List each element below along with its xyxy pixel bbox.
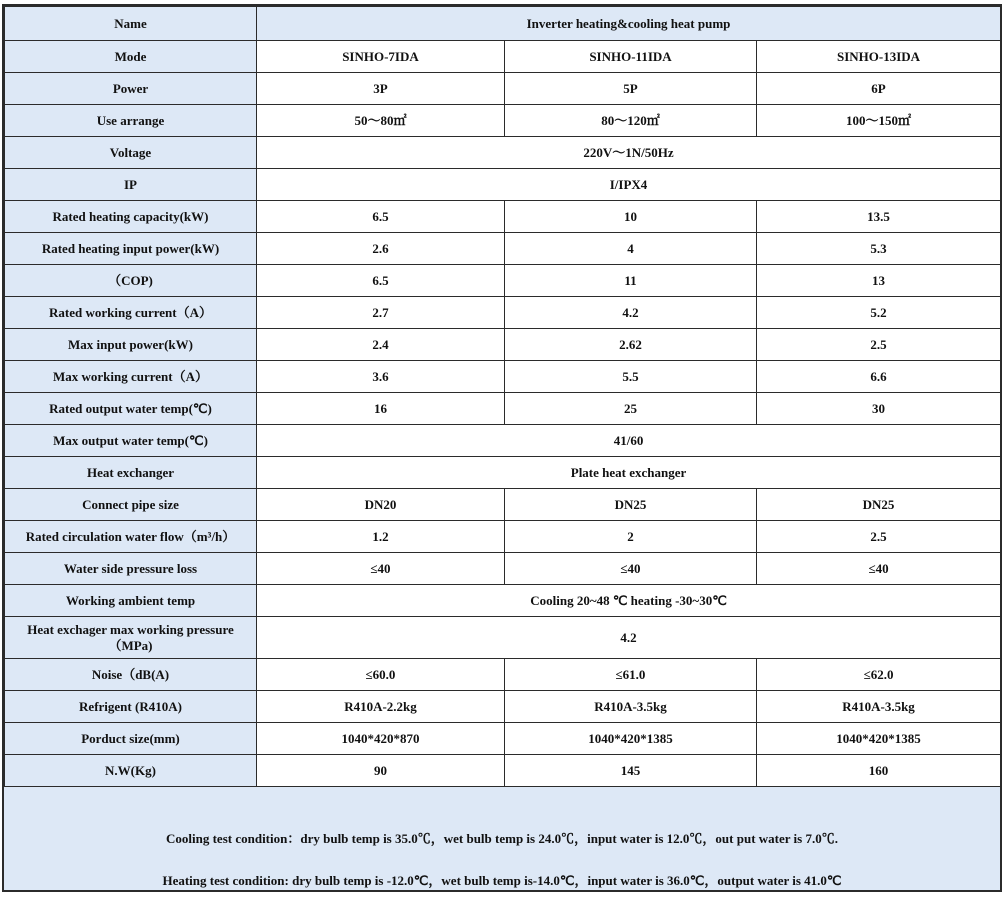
table-cell: 5P (505, 73, 757, 105)
table-cell: 11 (505, 265, 757, 297)
table-cell: 2 (505, 521, 757, 553)
table-row (5, 457, 1001, 489)
spec-table (4, 6, 1001, 787)
row-label-text: Porduct size(mm) (81, 730, 180, 746)
table-row (5, 41, 1001, 73)
table-cell: 2.5 (757, 521, 1001, 553)
row-label-text: Refrigent (R410A) (79, 698, 182, 714)
table-cell: ≤60.0 (257, 659, 505, 691)
row-label-unit: （MPa) (108, 637, 153, 653)
row-label (5, 41, 257, 73)
table-cell: 4.2 (505, 297, 757, 329)
table-cell: ≤40 (505, 553, 757, 585)
table-row (5, 723, 1001, 755)
row-label-text: （COP) (108, 272, 153, 288)
table-cell: 3.6 (257, 361, 505, 393)
table-cell-merged: Plate heat exchanger (257, 457, 1001, 489)
table-cell: SINHO-11IDA (505, 41, 757, 73)
table-row (5, 169, 1001, 201)
table-row (5, 201, 1001, 233)
row-label (5, 489, 257, 521)
table-cell: 2.6 (257, 233, 505, 265)
table-cell: R410A-3.5kg (505, 691, 757, 723)
table-row (5, 233, 1001, 265)
table-cell-merged: 4.2 (257, 617, 1001, 659)
table-cell: 1040*420*1385 (757, 723, 1001, 755)
table-cell: R410A-3.5kg (757, 691, 1001, 723)
table-row (5, 361, 1001, 393)
cooling-test-condition: Cooling test condition：dry bulb temp is 35.0℃，wet bulb temp is 24.0℃，input water is 12.0℃，out put water is 7.0℃. (166, 831, 838, 846)
table-cell: 6.6 (757, 361, 1001, 393)
table-cell: ≤40 (257, 553, 505, 585)
table-row (5, 617, 1001, 659)
table-cell: 1.2 (257, 521, 505, 553)
table-cell: 6.5 (257, 201, 505, 233)
row-label: Name (5, 7, 257, 41)
spec-sheet (2, 4, 1002, 892)
header-value: Inverter heating&cooling heat pump (257, 7, 1001, 41)
table-cell-merged: I/IPX4 (257, 169, 1001, 201)
heating-test-condition: Heating test condition: dry bulb temp is -12.0℃，wet bulb temp is-14.0℃，input water is 36.0℃，output water is 41.0℃ (162, 873, 842, 888)
table-row (5, 297, 1001, 329)
test-conditions (4, 809, 1000, 890)
row-label (5, 361, 257, 393)
table-row (5, 691, 1001, 723)
row-label (5, 105, 257, 137)
table-cell: 145 (505, 755, 757, 787)
table-row (5, 585, 1001, 617)
table-cell: 6P (757, 73, 1001, 105)
table-cell: 1040*420*870 (257, 723, 505, 755)
table-row (5, 489, 1001, 521)
table-cell: 10 (505, 201, 757, 233)
table-cell: 5.2 (757, 297, 1001, 329)
row-label-text: Heat exchager max working pressure (27, 621, 234, 637)
table-cell: 90 (257, 755, 505, 787)
row-label (5, 617, 257, 659)
table-row (5, 137, 1001, 169)
row-label (5, 137, 257, 169)
row-label (5, 659, 257, 691)
row-label (5, 553, 257, 585)
row-label-text: Use arrange (96, 112, 165, 128)
row-label (5, 329, 257, 361)
table-cell: 2.4 (257, 329, 505, 361)
row-label (5, 201, 257, 233)
table-row (5, 521, 1001, 553)
table-cell: ≤61.0 (505, 659, 757, 691)
table-cell: SINHO-7IDA (257, 41, 505, 73)
table-cell: 30 (757, 393, 1001, 425)
row-label-text: Rated heating capacity(kW) (52, 208, 209, 224)
table-cell: 13.5 (757, 201, 1001, 233)
row-label-text: Max output water temp(℃) (53, 432, 208, 448)
table-cell: 25 (505, 393, 757, 425)
table-row (5, 659, 1001, 691)
row-label-text: Water side pressure loss (63, 560, 198, 576)
row-label (5, 233, 257, 265)
table-cell-merged: Cooling 20~48 ℃ heating -30~30℃ (257, 585, 1001, 617)
table-cell: SINHO-13IDA (757, 41, 1001, 73)
row-label-text: Rated heating input power(kW) (41, 240, 220, 256)
row-label-text: Working ambient temp (65, 592, 196, 608)
row-label (5, 755, 257, 787)
row-label-text: Heat exchanger (86, 464, 174, 480)
row-label (5, 73, 257, 105)
table-cell: ≤62.0 (757, 659, 1001, 691)
table-cell: 3P (257, 73, 505, 105)
row-label (5, 393, 257, 425)
table-cell: 80～120㎡ (505, 105, 757, 137)
row-label-text: Voltage (109, 144, 152, 160)
row-label-text: Rated output water temp(℃) (49, 400, 212, 416)
row-label-text: N.W(Kg) (105, 762, 156, 778)
table-row (5, 105, 1001, 137)
table-cell: 6.5 (257, 265, 505, 297)
table-row (5, 755, 1001, 787)
row-label-text: Rated circulation water flow（m³/h） (25, 528, 236, 544)
table-cell: 2.7 (257, 297, 505, 329)
table-cell-merged: 220V～1N/50Hz (257, 137, 1001, 169)
table-row (5, 7, 1001, 41)
table-cell: 2.5 (757, 329, 1001, 361)
table-cell: DN25 (505, 489, 757, 521)
table-cell-merged: 41/60 (257, 425, 1001, 457)
table-cell: 4 (505, 233, 757, 265)
table-cell: DN20 (257, 489, 505, 521)
row-label-text: Max input power(kW) (68, 336, 193, 352)
row-label-text: Connect pipe size (82, 496, 179, 512)
row-label-text: Max working current（A） (52, 368, 209, 384)
table-cell: R410A-2.2kg (257, 691, 505, 723)
row-label (5, 169, 257, 201)
row-label (5, 297, 257, 329)
table-cell: 5.5 (505, 361, 757, 393)
table-cell: 50～80㎡ (257, 105, 505, 137)
row-label-text: IP (124, 176, 137, 192)
row-label-text: Power (112, 80, 149, 96)
row-label-text: Rated working current（A） (49, 304, 212, 320)
table-cell: 1040*420*1385 (505, 723, 757, 755)
table-row (5, 553, 1001, 585)
table-cell: 13 (757, 265, 1001, 297)
table-row (5, 425, 1001, 457)
table-row (5, 393, 1001, 425)
row-label (5, 425, 257, 457)
row-label (5, 723, 257, 755)
row-label-text: Mode (114, 48, 147, 64)
table-row (5, 73, 1001, 105)
row-label (5, 691, 257, 723)
table-cell: 16 (257, 393, 505, 425)
table-cell: ≤40 (757, 553, 1001, 585)
table-cell: 5.3 (757, 233, 1001, 265)
row-label (5, 521, 257, 553)
spec-table-body (5, 7, 1001, 787)
table-cell: 160 (757, 755, 1001, 787)
row-label (5, 457, 257, 489)
table-row (5, 329, 1001, 361)
row-label-text: Noise（dB(A) (91, 666, 170, 682)
table-cell: 2.62 (505, 329, 757, 361)
table-cell: DN25 (757, 489, 1001, 521)
row-label (5, 265, 257, 297)
table-cell: 100～150㎡ (757, 105, 1001, 137)
row-label (5, 585, 257, 617)
table-row (5, 265, 1001, 297)
